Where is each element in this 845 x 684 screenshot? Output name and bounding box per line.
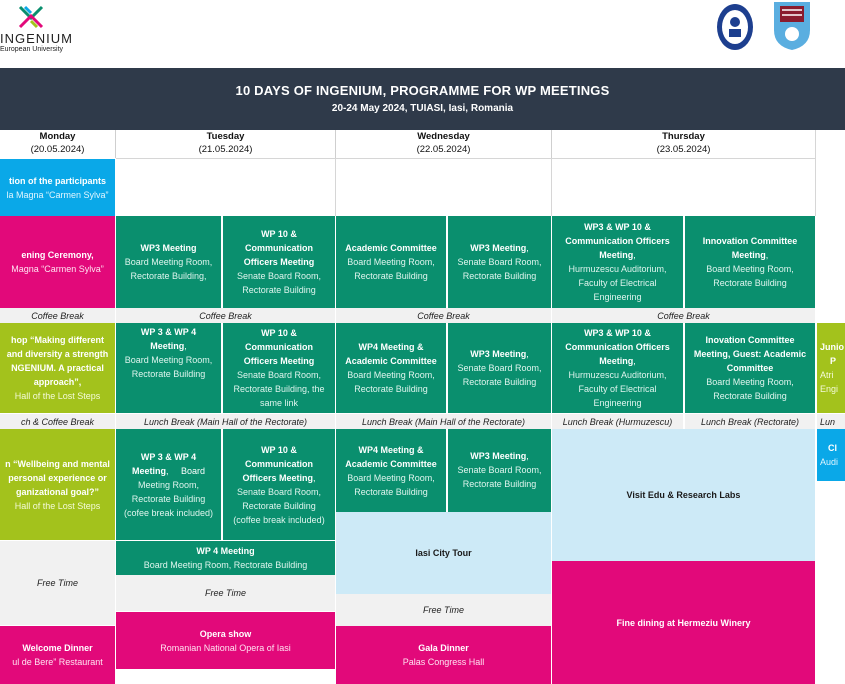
session-title: WP3 Meeting [140,243,197,253]
session-title-line: WP 10 & [261,444,297,455]
session-venue: ul de Bere” Restaurant [12,657,103,667]
session-title-line [599,248,636,262]
coffee-break-tuesday: Coffee Break [116,308,335,323]
session-title-line [470,449,529,463]
session-title-bold: Officers Meeting [242,472,313,483]
session-title-comma: , [633,356,636,366]
session-title-line: Communication [244,458,313,469]
session-venue: Faculty of Electrical [578,384,657,394]
day-date: (21.05.2024) [198,144,253,155]
session-title: Gala Dinner [418,643,469,653]
gala-dinner-session [336,626,551,684]
session-venue: Atri [820,370,834,380]
session-venue: Rectorate Building [242,500,316,511]
session-venue: Rectorate Building [131,369,206,379]
session-note: (cofee break included) [123,507,214,518]
session-title-bold: Meeting [131,465,166,476]
coffee-break-wednesday: Coffee Break [336,308,551,323]
session-venue: Rectorate Building [354,487,428,497]
junior-session-friday [817,323,845,413]
session-title-line: Officers Meeting [243,257,315,267]
ingenium-logo [0,4,90,54]
wp10-meeting-session-2 [223,323,335,413]
lunch-break-friday: Lun [817,414,845,429]
iasi-city-tour-session [336,512,551,594]
session-venue: Engi [820,384,839,394]
welcome-dinner-session [0,626,115,684]
opening-ceremony-session [0,216,115,308]
session-venue: Palas Congress Hall [402,657,485,667]
wp3-meeting-session-wed-3 [448,429,551,512]
session-title-comma: , [165,465,169,476]
coffee-break-thursday: Coffee Break [552,308,815,323]
session-title: Opera show [199,628,252,639]
session-title-line: Inovation Committee [705,335,795,345]
shield-icon [770,0,814,52]
session-title-line: hop “Making different [11,335,104,345]
session-venue: Engineering [593,398,642,408]
session-title-line: Committee [726,363,774,373]
wp4-meeting-session [116,541,335,575]
session-title-line: personal experience or [8,472,107,483]
grid-line [551,158,552,216]
workshop-session [0,323,115,413]
session-title: Academic Committee [345,243,437,253]
programme-title: 10 DAYS OF INGENIUM, PROGRAMME FOR WP MEETINGS [235,83,610,98]
fine-dining-session [552,561,815,684]
session-venue: Senate Board Room, [236,271,322,281]
session-title-comma: , [526,243,529,253]
registration-session [0,159,115,216]
day-header-monday [0,130,116,158]
session-venue: Board Meeting Room, [347,257,435,267]
session-venue: Rectorate Building [354,384,428,394]
session-title-line: WP 3 & WP 4 [140,451,197,462]
programme-header [0,68,845,130]
session-venue: Board Meeting Room, [124,355,213,365]
grid-line [116,158,816,159]
session-title-line: Officers Meeting [243,356,315,366]
session-title-line: Communication [244,342,313,352]
free-time-monday: Free Time [0,541,115,625]
session-title-line: WP4 Meeting & [358,445,424,455]
wp3-wp10-meeting-session [552,216,683,308]
programme-subtitle: 20-24 May 2024, TUIASI, Iasi, Romania [331,103,514,114]
session-note: (coffee break included) [233,514,325,525]
grid-line [335,158,336,216]
innovation-committee-session [685,216,815,308]
day-date: (20.05.2024) [30,144,85,155]
session-venue: Hurmuzescu Auditorium, [568,370,667,380]
session-title-line [242,471,315,485]
day-header-thursday [552,130,816,158]
grid-line [815,130,816,216]
session-title-line: WP 3 & WP 4 [140,327,197,337]
session-title-line: Academic Committee [345,356,437,366]
session-venue: Senate Board Room, [236,486,322,497]
wp3-meeting-session [116,216,221,308]
session-venue: Board Meeting Room, [347,370,435,380]
session-title-comma: , [765,250,769,260]
wp3-wp4-meeting-session [116,323,221,413]
session-venue: Hurmuzescu Auditorium, [568,264,667,274]
session-title: ening Ceremony, [21,250,94,260]
session-title-line: Communication Officers [565,342,670,352]
wellbeing-session [0,429,115,540]
session-title-line: WP 10 & [261,328,297,338]
free-time-wednesday: Free Time [336,594,551,626]
session-title-line: WP4 Meeting & [358,342,424,352]
wp4-academic-session-2 [336,429,446,512]
session-venue: Board Meeting Room, [706,264,794,274]
innovation-committee-session-2 [685,323,815,413]
session-venue: Board Meeting Room, [347,473,435,483]
lunch-break-thursday-rectorate: Lunch Break (Rectorate) [685,414,815,429]
session-venue: Magna “Carmen Sylva” [11,264,104,274]
day-name: Thursday [662,131,705,142]
session-venue: Rectorate Building [462,377,537,387]
session-title: WP 4 Meeting [196,546,255,556]
lunch-break-thursday-hurmuzescu: Lunch Break (Hurmuzescu) [552,414,683,429]
day-date: (22.05.2024) [416,144,471,155]
session-venue: Hall of the Lost Steps [14,391,101,401]
wp10-meeting-session-3 [223,429,335,540]
wp3-meeting-session-wed [448,216,551,308]
session-venue: Rectorate Building, [130,271,207,281]
session-venue: Romanian National Opera of Iasi [160,642,291,653]
session-title: Iasi City Tour [415,548,472,558]
session-title-bold: Meeting [150,341,185,351]
day-name: Monday [39,131,76,142]
session-venue: Senate Board Room, [236,370,322,380]
session-venue: Senate Board Room, [457,465,542,475]
session-venue: Rectorate Building [462,479,537,489]
session-title-line: Communication Officers [565,236,670,246]
session-title-line: WP3 & WP 10 & [584,222,651,232]
session-title-line: Junio [820,342,844,352]
ingenium-logo-name: INGENIUM [0,31,73,46]
session-title-line: WP3 & WP 10 & [584,328,651,338]
session-title-line: ganizational goal?” [15,486,99,497]
session-venue: Board Meeting Room, [706,377,794,387]
session-title-line: n “Wellbeing and mental [5,458,110,469]
session-title-line: and diversity a strength [6,349,109,359]
session-title-bold: WP3 Meeting [470,349,527,359]
seal-icon [715,2,755,52]
session-title-line: WP 10 & [261,229,297,239]
day-header-wednesday [336,130,552,158]
session-title-line [470,347,529,361]
faculty-shield-logo [770,0,814,52]
session-venue: Faculty of Electrical [578,278,657,288]
session-venue: Meeting Room, [137,479,200,490]
visit-labs-session [552,429,815,561]
session-title-line: NGENIUM. A practical [11,363,104,373]
session-venue: Rectorate Building [713,391,787,401]
academic-committee-session [336,216,446,308]
session-venue: Rectorate Building [242,285,316,295]
session-title-comma: , [184,341,187,351]
session-title: Fine dining at Hermeziu Winery [616,617,751,628]
session-title-bold: Meeting [599,250,634,260]
opera-show-session [116,612,335,669]
session-title: Welcome Dinner [22,643,93,653]
session-venue: Rectorate Building [354,271,428,281]
session-title-line: Innovation Committee [702,236,798,246]
session-title-line: Academic Committee [345,459,437,469]
day-name: Wednesday [417,131,470,142]
session-title-line: Meeting, Guest: Academic [693,349,807,359]
day-header-tuesday [116,130,336,158]
session-venue: Board [181,465,206,476]
session-venue: Board Meeting Room, Rectorate Building [143,560,308,570]
session-title-bold: WP3 Meeting [470,243,527,253]
session-title-line: P [830,356,837,366]
session-title-line: Communication [244,243,313,253]
session-title-comma: , [526,349,529,359]
ingenium-logo-tagline: European University [0,46,64,53]
session-title-line [150,339,187,353]
session-title-line [470,241,529,255]
coffee-break-monday: Coffee Break [0,308,115,323]
session-venue: same link [259,398,298,408]
session-venue: Rectorate Building [462,271,537,281]
wp3-meeting-session-wed-2 [448,323,551,413]
session-title-comma: , [526,451,529,461]
session-title-line [132,464,205,478]
session-title-line [599,354,636,368]
session-venue: Rectorate Building [131,493,206,504]
session-venue: la Magna “Carmen Sylva” [6,189,109,200]
session-venue: Engineering [593,292,642,302]
free-time-tuesday: Free Time [116,575,335,611]
session-venue: Rectorate Building [713,278,787,288]
day-name: Tuesday [206,131,245,142]
session-venue: Rectorate Building, the [233,384,325,394]
session-title-line: Cl [828,443,837,453]
session-title-bold: Meeting [599,356,634,366]
session-venue: Audi [820,457,839,467]
lunch-break-monday: ch & Coffee Break [0,414,115,429]
session-title-comma: , [313,472,316,483]
session-title-comma: , [633,250,636,260]
session-title-line: approach”, [33,377,82,387]
session-venue: Board Meeting Room, [124,257,213,267]
session-title: Visit Edu & Research Labs [626,490,741,500]
wp3-wp10-meeting-session-2 [552,323,683,413]
wp3-wp4-meeting-session-2 [116,429,221,540]
session-venue: Hall of the Lost Steps [14,500,101,511]
session-title-line [732,248,769,262]
session-title: tion of the participants [8,175,106,186]
lunch-break-wednesday: Lunch Break (Main Hall of the Rectorate) [336,414,551,429]
closing-session-friday [817,429,845,481]
session-title-bold: WP3 Meeting [470,451,527,461]
session-venue: Senate Board Room, [457,363,542,373]
day-date: (23.05.2024) [656,144,711,155]
ingenium-logo-mark [16,4,46,30]
session-venue: Senate Board Room, [457,257,542,267]
university-seal-logo [715,2,755,52]
wp10-meeting-session [223,216,335,308]
lunch-break-tuesday: Lunch Break (Main Hall of the Rectorate) [116,414,335,429]
session-title-bold: Meeting [731,250,766,260]
wp4-academic-session [336,323,446,413]
